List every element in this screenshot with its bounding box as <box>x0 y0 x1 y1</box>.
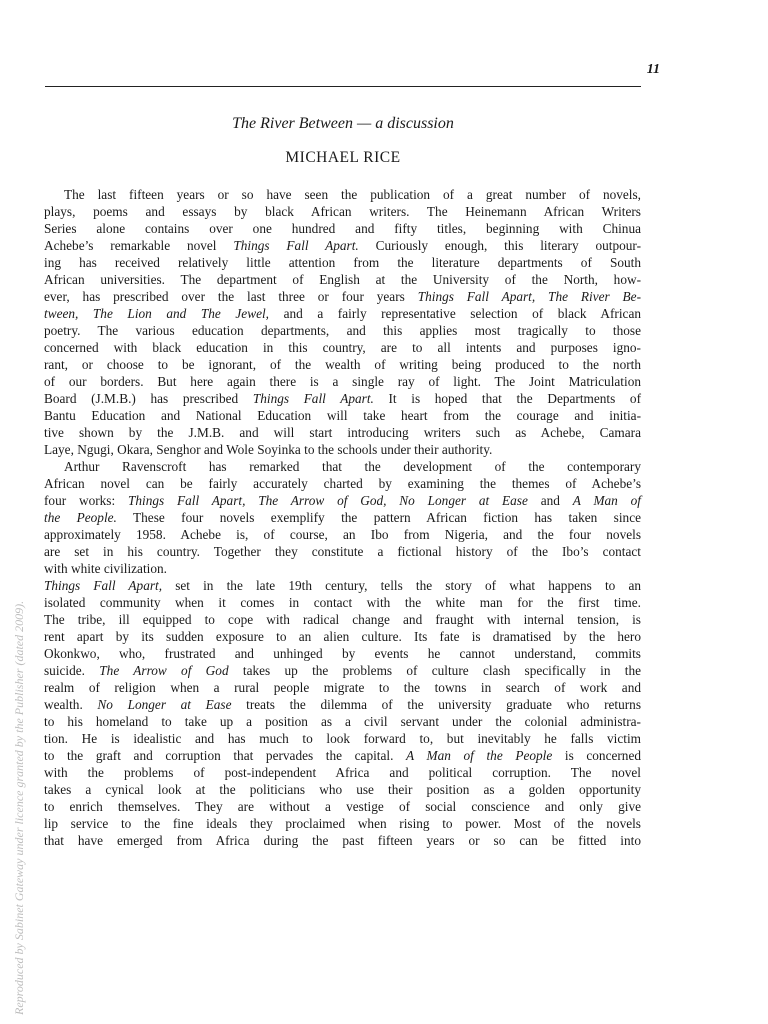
body-line <box>44 441 641 458</box>
page-number: 11 <box>646 62 660 77</box>
text-span: to the graft and corruption that pervades the capital. <box>44 748 407 763</box>
body-line <box>44 543 641 560</box>
body-line <box>44 730 641 747</box>
body-line <box>44 288 641 305</box>
text-span: tive shown by the J.M.B. and will start introducing writers such as Achebe, Camara <box>44 425 641 440</box>
body-line <box>44 407 641 424</box>
italic-title-span: Things Fall Apart, The Arrow of God, No Longer at Ease <box>128 493 528 508</box>
text-span: Series alone contains over one hundred and fifty titles, beginning with Chinua <box>44 221 641 236</box>
body-line <box>44 373 641 390</box>
text-span: and a fairly representative selection of black African <box>269 306 642 321</box>
text-span: takes a cynical look at the politicians who use their position as a golden opportunity <box>44 782 641 797</box>
body-line <box>44 832 641 849</box>
text-span: with the problems of post-independent Africa and political corruption. The novel <box>44 765 641 780</box>
article-author: MICHAEL RICE <box>285 149 401 166</box>
text-span: treats the dilemma of the university graduate who returns <box>231 697 641 712</box>
italic-title-span: No Longer at Ease <box>97 697 232 712</box>
text-span: isolated community when it comes in contact with the white man for the first time. <box>44 595 641 610</box>
italic-title-span: the People. <box>44 510 117 525</box>
article-body <box>44 186 641 849</box>
body-line <box>44 390 641 407</box>
body-line <box>44 271 641 288</box>
text-span: Laye, Ngugi, Okara, Senghor and Wole Soyinka to the schools under their authority. <box>44 442 493 457</box>
body-line <box>44 577 641 594</box>
body-line <box>44 356 641 373</box>
text-span: takes up the problems of culture clash specifically in the <box>228 663 642 678</box>
watermark: Reproduced by Sabinet Gateway under licence granted by the Publisher (dated 2009). <box>12 600 26 1015</box>
header-rule <box>45 86 641 87</box>
text-span: to enrich themselves. They are without a vestige of social conscience and only give <box>44 799 641 814</box>
body-line <box>44 764 641 781</box>
body-line <box>44 509 641 526</box>
body-line <box>44 645 641 662</box>
text-span: Bantu Education and National Education will take heart from the courage and initia- <box>44 408 641 423</box>
text-span: set in the late 19th century, tells the story of what happens to an <box>162 578 642 593</box>
text-span: It is hoped that the Departments of <box>373 391 641 406</box>
article-title: The River Between — a discussion <box>232 115 454 132</box>
body-line <box>44 492 641 509</box>
text-span: Achebe’s remarkable novel <box>44 238 234 253</box>
body-line <box>44 339 641 356</box>
text-span: poetry. The various education departments, and this applies most tragically to those <box>44 323 641 338</box>
body-line <box>44 747 641 764</box>
text-span: and <box>527 493 573 508</box>
text-span: rant, or choose to be ignorant, of the wealth of writing being produced to the north <box>44 357 641 372</box>
body-line <box>44 237 641 254</box>
body-line <box>44 526 641 543</box>
body-line <box>44 798 641 815</box>
body-line <box>44 322 641 339</box>
body-line <box>44 424 641 441</box>
body-line <box>44 611 641 628</box>
text-span: ing has received relatively little attention from the literature departments of South <box>44 255 641 270</box>
text-span: of our borders. But here again there is a single ray of light. The Joint Matriculation <box>44 374 641 389</box>
body-line <box>44 203 641 220</box>
italic-title-span: A Man of the People <box>406 748 553 763</box>
text-span: lip service to the fine ideals they proclaimed when rising to power. Most of the novels <box>44 816 641 831</box>
italic-title-span: Things Fall Apart, <box>44 578 163 593</box>
body-line <box>44 458 641 475</box>
text-span: These four novels exemplify the pattern African fiction has taken since <box>116 510 641 525</box>
italic-title-span: Things Fall Apart. <box>252 391 374 406</box>
text-span: Board (J.M.B.) has prescribed <box>44 391 253 406</box>
text-span: Arthur Ravenscroft has remarked that the development of the contemporary <box>64 459 641 474</box>
text-span: are set in his country. Together they constitute a fictional history of the Ibo’s contact <box>44 544 641 559</box>
text-span: to his homeland to take up a position as a civil servant under the colonial administra- <box>44 714 641 729</box>
text-span: four works: <box>44 493 128 508</box>
body-line <box>44 815 641 832</box>
text-span: is concerned <box>552 748 641 763</box>
text-span: African novel can be fairly accurately charted by examining the themes of Achebe’s <box>44 476 641 491</box>
body-line <box>44 560 641 577</box>
italic-title-span: tween, The Lion and The Jewel, <box>44 306 269 321</box>
body-line <box>44 594 641 611</box>
italic-title-span: Things Fall Apart, The River Be- <box>417 289 641 304</box>
body-line <box>44 696 641 713</box>
body-line <box>44 781 641 798</box>
text-span: ever, has prescribed over the last three or four years <box>44 289 418 304</box>
text-span: rent apart by its sudden exposure to an alien culture. Its fate is dramatised by the hero <box>44 629 641 644</box>
text-span: with white civilization. <box>44 561 167 576</box>
body-line <box>44 254 641 271</box>
italic-title-span: A Man of <box>572 493 641 508</box>
body-line <box>44 713 641 730</box>
text-span: tion. He is idealistic and has much to look forward to, but inevitably he falls victim <box>44 731 641 746</box>
body-line <box>44 186 641 203</box>
italic-title-span: The Arrow of God <box>99 663 229 678</box>
text-span: plays, poems and essays by black African writers. The Heinemann African Writers <box>44 204 641 219</box>
text-span: wealth. <box>44 697 98 712</box>
body-line <box>44 475 641 492</box>
text-span: Okonkwo, who, frustrated and unhinged by events he cannot understand, commits <box>44 646 641 661</box>
text-span: concerned with black education in this country, are to all intents and purposes igno- <box>44 340 641 355</box>
text-span: Curiously enough, this literary outpour- <box>358 238 641 253</box>
body-line <box>44 305 641 322</box>
text-span: suicide. <box>44 663 100 678</box>
text-span: realm of religion when a rural people migrate to the towns in search of work and <box>44 680 641 695</box>
italic-title-span: Things Fall Apart. <box>233 238 359 253</box>
text-span: approximately 1958. Achebe is, of course, an Ibo from Nigeria, and the four novels <box>44 527 641 542</box>
text-span: that have emerged from Africa during the past fifteen years or so can be fitted into <box>44 833 641 848</box>
text-span: The tribe, ill equipped to cope with radical change and fraught with internal tension, is <box>44 612 641 627</box>
body-line <box>44 220 641 237</box>
body-line <box>44 679 641 696</box>
body-line <box>44 662 641 679</box>
text-span: African universities. The department of English at the University of the North, how- <box>44 272 641 287</box>
text-span: The last fifteen years or so have seen the publication of a great number of novels, <box>64 187 641 202</box>
body-line <box>44 628 641 645</box>
